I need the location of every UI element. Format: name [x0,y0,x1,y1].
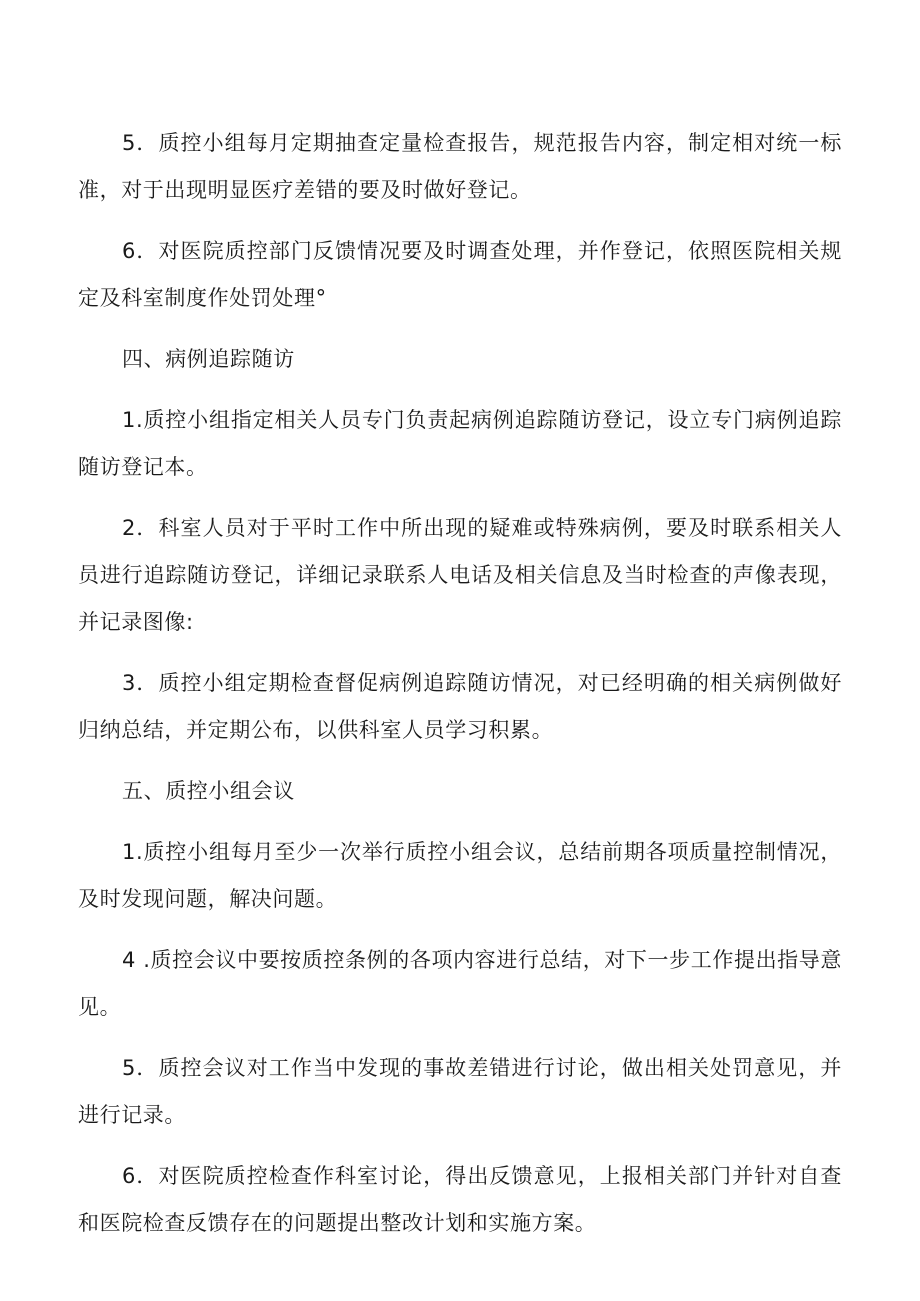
paragraph-item-2-difficult-cases: 2．科室人员对于平时工作中所出现的疑难或特殊病例，要及时联系相关人员进行追踪随访登记，详细记录联系人电话及相关信息及当时检查的声像表现，并记录图像: [78,516,842,634]
section-heading-qc-meeting: 五、质控小组会议 [122,779,295,803]
paragraph-item-1-monthly-meeting: 1.质控小组每月至少一次举行质控小组会议，总结前期各项质量控制情况，及时发现问题，解决问题。 [78,840,842,911]
section-heading-case-followup: 四、病例追踪随访 [122,347,295,371]
paragraph-item-4-meeting-summary: 4 .质控会议中要按质控条例的各项内容进行总结，对下一步工作提出指导意见。 [78,948,842,1019]
paragraph-item-6-rectification-plan: 6．对医院质控检查作科室讨论，得出反馈意见，上报相关部门并针对自查和医院检查反馈存在的问题提出整改计划和实施方案。 [78,1164,842,1235]
paragraph-item-6-feedback-handling: 6．对医院质控部门反馈情况要及时调查处理，并作登记，依照医院相关规定及科室制度作处罚处理° [78,239,842,310]
paragraph-item-5-report-check: 5．质控小组每月定期抽查定量检查报告，规范报告内容，制定相对统一标准，对于出现明显医疗差错的要及时做好登记。 [78,131,842,202]
paragraph-item-3-followup-review: 3．质控小组定期检查督促病例追踪随访情况，对已经明确的相关病例做好归纳总结，并定期公布，以供科室人员学习积累。 [78,671,842,742]
document-body [78,120,842,1261]
paragraph-item-5-error-discussion: 5．质控会议对工作当中发现的事故差错进行讨论，做出相关处罚意见，并进行记录。 [78,1056,842,1127]
paragraph-item-1-followup-register: 1.质控小组指定相关人员专门负责起病例追踪随访登记，设立专门病例追踪随访登记本。 [78,408,842,479]
